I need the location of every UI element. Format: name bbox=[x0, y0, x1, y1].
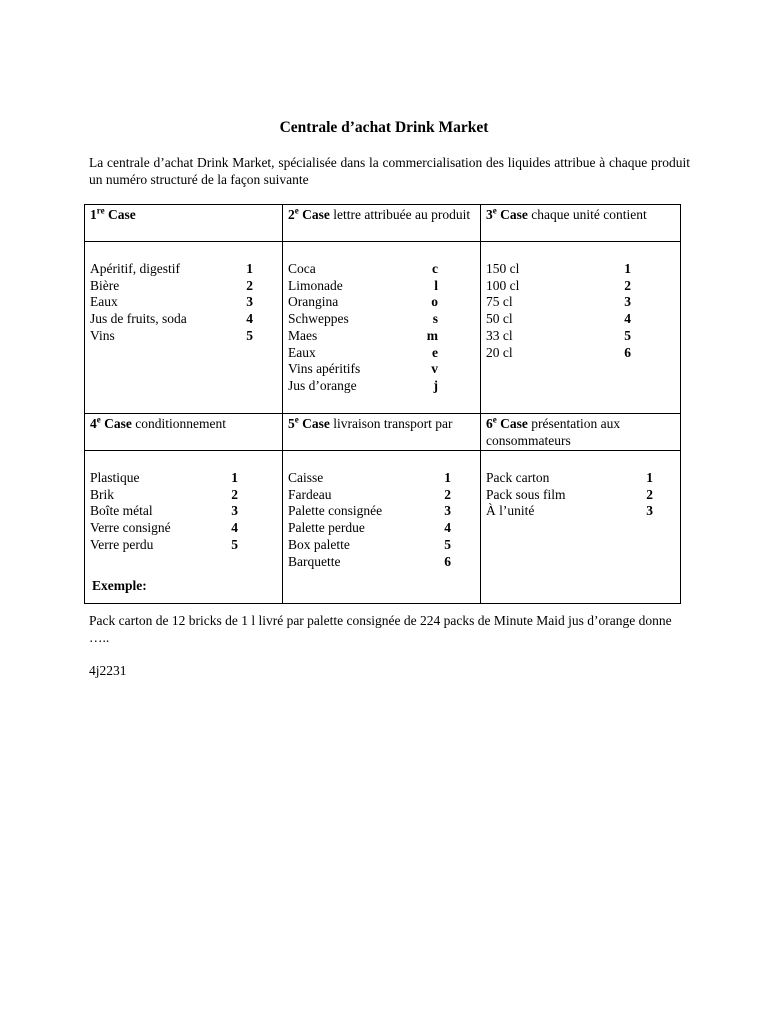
list-item bbox=[486, 503, 653, 520]
item-label: 100 cl bbox=[486, 277, 520, 293]
item-code: 5 bbox=[246, 327, 253, 343]
case-ordinal: e bbox=[492, 414, 497, 425]
item-code: 3 bbox=[444, 503, 451, 519]
case-description: conditionnement bbox=[135, 416, 226, 431]
item-code: 4 bbox=[444, 520, 451, 536]
list-item bbox=[90, 328, 253, 345]
item-label: Caisse bbox=[288, 470, 324, 485]
item-label: Brik bbox=[90, 486, 115, 502]
case-word: Case bbox=[500, 416, 528, 431]
case-word: Case bbox=[104, 416, 132, 431]
list-item bbox=[90, 503, 238, 520]
case-1-header bbox=[85, 205, 283, 242]
list-item bbox=[90, 537, 238, 554]
list-item bbox=[288, 278, 438, 295]
item-label: Plastique bbox=[90, 470, 140, 485]
case-ordinal: re bbox=[96, 205, 105, 216]
item-label: Eaux bbox=[288, 344, 316, 360]
item-code: v bbox=[431, 361, 438, 377]
item-label: Vins bbox=[90, 327, 115, 343]
item-code: 3 bbox=[246, 294, 253, 310]
item-label: Palette consignée bbox=[288, 503, 383, 519]
list-item bbox=[288, 470, 451, 487]
list-item bbox=[288, 261, 438, 278]
item-label: Pack carton bbox=[486, 470, 550, 485]
case-number: 3 bbox=[486, 207, 493, 222]
item-code: 4 bbox=[246, 311, 253, 327]
item-code: m bbox=[426, 327, 438, 343]
list-item bbox=[486, 487, 653, 504]
item-code: e bbox=[432, 344, 438, 360]
list-item bbox=[486, 470, 653, 487]
item-label: Box palette bbox=[288, 536, 350, 552]
item-code: 3 bbox=[231, 503, 238, 519]
list-item bbox=[288, 503, 451, 520]
case-ordinal: e bbox=[96, 414, 101, 425]
item-label: Verre consigné bbox=[90, 520, 171, 536]
list-item bbox=[90, 470, 238, 487]
item-label: 75 cl bbox=[486, 294, 513, 310]
item-label: 50 cl bbox=[486, 311, 513, 327]
list-item bbox=[486, 294, 631, 311]
list-item bbox=[486, 328, 631, 345]
item-code: 4 bbox=[624, 311, 631, 327]
case-2-items bbox=[283, 242, 481, 414]
item-label: Eaux bbox=[90, 294, 118, 310]
item-label: Coca bbox=[288, 261, 316, 276]
table-header-row bbox=[85, 414, 681, 451]
code-structure-table bbox=[84, 204, 681, 604]
case-number: 5 bbox=[288, 416, 295, 431]
case-ordinal: e bbox=[492, 205, 497, 216]
list-item bbox=[288, 345, 438, 362]
item-code: c bbox=[432, 261, 438, 276]
case-5-header bbox=[283, 414, 481, 451]
table-header-row bbox=[85, 205, 681, 242]
item-label: À l’unité bbox=[486, 503, 535, 519]
item-code: 3 bbox=[646, 503, 653, 519]
example-heading: Exemple: bbox=[92, 578, 147, 593]
item-label: Barquette bbox=[288, 553, 341, 569]
list-item bbox=[486, 261, 631, 278]
item-code: l bbox=[434, 277, 438, 293]
list-item bbox=[486, 311, 631, 328]
case-5-items bbox=[283, 451, 481, 604]
example-answer: 4j2231 bbox=[89, 663, 127, 678]
item-label: 33 cl bbox=[486, 327, 513, 343]
list-item bbox=[90, 278, 253, 295]
item-code: 5 bbox=[231, 536, 238, 552]
list-item bbox=[288, 361, 438, 378]
item-code: 2 bbox=[246, 277, 253, 293]
case-number: 4 bbox=[90, 416, 97, 431]
item-label: Boîte métal bbox=[90, 503, 153, 519]
list-item bbox=[288, 294, 438, 311]
item-code: 3 bbox=[624, 294, 631, 310]
case-description: présentation aux consommateurs bbox=[486, 416, 621, 448]
case-number: 1 bbox=[90, 207, 97, 222]
item-code: 2 bbox=[444, 486, 451, 502]
item-label: 20 cl bbox=[486, 344, 513, 360]
case-3-items bbox=[481, 242, 681, 414]
item-label: Bière bbox=[90, 277, 120, 293]
case-ordinal: e bbox=[294, 205, 299, 216]
item-label: Palette perdue bbox=[288, 520, 365, 536]
list-item bbox=[288, 487, 451, 504]
item-code: 6 bbox=[444, 553, 451, 569]
item-code: 1 bbox=[646, 470, 653, 485]
item-label: 150 cl bbox=[486, 261, 520, 276]
item-label: Fardeau bbox=[288, 486, 332, 502]
item-code: 1 bbox=[231, 470, 238, 485]
item-code: 5 bbox=[444, 536, 451, 552]
case-6-items bbox=[481, 451, 681, 604]
item-code: 1 bbox=[444, 470, 451, 485]
case-word: Case bbox=[302, 207, 330, 222]
case-word: Case bbox=[107, 207, 136, 222]
item-code: 2 bbox=[646, 486, 653, 502]
item-label: Schweppes bbox=[288, 311, 349, 327]
list-item bbox=[288, 537, 451, 554]
case-number: 6 bbox=[486, 416, 493, 431]
example-text: Pack carton de 12 bricks de 1 l livré par palette consignée de 224 packs de Minute Maid jus d’orange donne ….. bbox=[89, 613, 672, 645]
case-2-header bbox=[283, 205, 481, 242]
item-label: Vins apéritifs bbox=[288, 361, 361, 377]
list-item bbox=[90, 311, 253, 328]
case-ordinal: e bbox=[294, 414, 299, 425]
list-item bbox=[288, 554, 451, 571]
list-item bbox=[486, 278, 631, 295]
table-body-row bbox=[85, 451, 681, 604]
case-3-header bbox=[481, 205, 681, 242]
item-label: Apéritif, digestif bbox=[90, 261, 180, 276]
item-code: 1 bbox=[624, 261, 631, 276]
case-description: chaque unité contient bbox=[531, 207, 647, 222]
case-number: 2 bbox=[288, 207, 295, 222]
item-label: Jus d’orange bbox=[288, 377, 357, 393]
intro-paragraph: La centrale d’achat Drink Market, spécialisée dans la commercialisation des liquides attribue à chaque produit un numéro structuré de la façon suivante bbox=[89, 155, 690, 187]
item-code: 2 bbox=[231, 486, 238, 502]
item-code: o bbox=[431, 294, 438, 310]
item-label: Limonade bbox=[288, 277, 343, 293]
list-item bbox=[90, 487, 238, 504]
list-item bbox=[288, 311, 438, 328]
item-code: 5 bbox=[624, 327, 631, 343]
list-item bbox=[90, 261, 253, 278]
case-word: Case bbox=[500, 207, 528, 222]
item-code: 1 bbox=[246, 261, 253, 276]
table-body-row bbox=[85, 242, 681, 414]
item-code: 4 bbox=[231, 520, 238, 536]
list-item bbox=[288, 328, 438, 345]
list-item bbox=[90, 520, 238, 537]
item-label: Maes bbox=[288, 327, 318, 343]
case-6-header bbox=[481, 414, 681, 451]
item-code: j bbox=[433, 377, 438, 393]
list-item bbox=[288, 378, 438, 395]
case-description: livraison transport par bbox=[333, 416, 453, 431]
document-title: Centrale d’achat Drink Market bbox=[279, 119, 489, 136]
item-code: 6 bbox=[624, 344, 631, 360]
case-1-items bbox=[85, 242, 283, 414]
item-label: Jus de fruits, soda bbox=[90, 311, 187, 327]
case-4-header bbox=[85, 414, 283, 451]
item-label: Verre perdu bbox=[90, 536, 154, 552]
list-item bbox=[90, 294, 253, 311]
item-label: Pack sous film bbox=[486, 486, 566, 502]
list-item bbox=[288, 520, 451, 537]
item-label: Orangina bbox=[288, 294, 339, 310]
case-word: Case bbox=[302, 416, 330, 431]
list-item bbox=[486, 345, 631, 362]
item-code: 2 bbox=[624, 277, 631, 293]
case-description: lettre attribuée au produit bbox=[333, 207, 471, 222]
item-code: s bbox=[432, 311, 438, 327]
